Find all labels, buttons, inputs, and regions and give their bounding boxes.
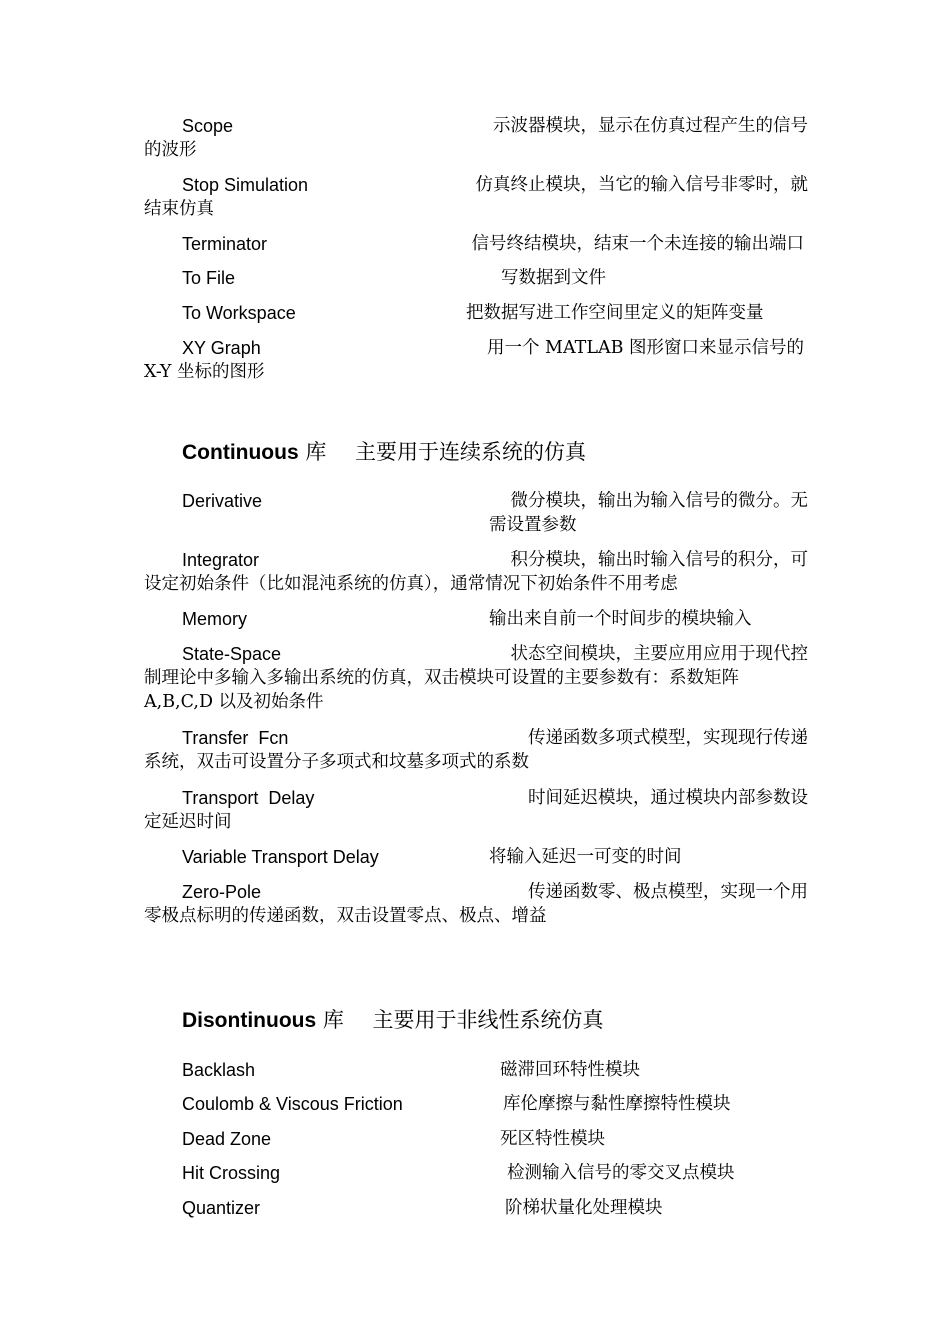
block-name: State-Space <box>182 644 282 664</box>
block-description: 磁滞回环特性模块 <box>500 1060 640 1080</box>
entry-stop-simulation <box>144 173 808 221</box>
entry-coulomb-viscous-friction <box>144 1092 808 1116</box>
block-description: 输出来自前一个时间步的模块输入 <box>489 609 752 629</box>
entry-quantizer <box>144 1196 808 1220</box>
entry-to-file <box>144 266 808 290</box>
entry-hit-crossing <box>144 1161 808 1185</box>
block-description: 时间延迟模块，通过模块内部参数设 <box>528 788 808 808</box>
entry-backlash <box>144 1058 808 1082</box>
block-description: 用一个 MATLAB 图形窗口来显示信号的 <box>486 338 804 358</box>
block-name: Hit Crossing <box>182 1163 281 1183</box>
block-description-continued: X-Y 坐标的图形 <box>144 362 265 382</box>
block-name: Zero-Pole <box>182 882 262 902</box>
library-name: Continuous <box>182 441 299 464</box>
block-description: 传递函数多项式模型，实现现行传递 <box>528 728 808 748</box>
block-description-continued: 系统，双击可设置分子多项式和坟墓多项式的系数 <box>144 752 529 772</box>
block-name: Transfer Fcn <box>182 728 289 748</box>
block-name: Derivative <box>182 491 263 511</box>
block-name: Terminator <box>182 234 268 254</box>
block-description: 库伦摩擦与黏性摩擦特性模块 <box>503 1094 731 1114</box>
block-description: 死区特性模块 <box>500 1129 605 1149</box>
block-description-continued: 零极点标明的传递函数，双击设置零点、极点、增益 <box>144 906 547 926</box>
library-description: 主要用于连续系统的仿真 <box>355 440 587 464</box>
library-description: 主要用于非线性系统仿真 <box>372 1008 604 1032</box>
block-name: Integrator <box>182 550 260 570</box>
library-suffix: 库 <box>305 440 327 464</box>
entry-transport-delay <box>144 786 808 834</box>
block-description-continued: 定延迟时间 <box>144 812 232 832</box>
entry-transfer-fcn <box>144 726 808 774</box>
block-name: To Workspace <box>182 303 296 323</box>
block-name: Variable Transport Delay <box>182 847 379 867</box>
block-description: 阶梯状量化处理模块 <box>505 1198 663 1218</box>
block-name: Coulomb & Viscous Friction <box>182 1094 403 1114</box>
block-description: 将输入延迟一可变的时间 <box>489 847 682 867</box>
block-name: Transport Delay <box>182 788 315 808</box>
block-description: 微分模块，输出为输入信号的微分。无 <box>510 491 808 511</box>
block-description: 写数据到文件 <box>501 268 606 288</box>
entry-terminator <box>144 232 808 256</box>
section-heading-discontinuous <box>182 1006 604 1035</box>
block-name: Dead Zone <box>182 1129 272 1149</box>
block-name: Scope <box>182 116 234 136</box>
entry-xy-graph <box>144 336 808 384</box>
block-description-continued: 结束仿真 <box>144 199 214 219</box>
block-description-continued: 需设置参数 <box>489 515 577 535</box>
block-name: XY Graph <box>182 338 261 358</box>
block-description: 积分模块，输出时输入信号的积分，可 <box>510 550 808 570</box>
entry-variable-transport-delay <box>144 845 808 869</box>
section-heading-continuous <box>182 438 586 467</box>
block-description: 仿真终止模块，当它的输入信号非零时，就 <box>475 175 808 195</box>
library-suffix: 库 <box>322 1008 344 1032</box>
block-name: Backlash <box>182 1060 256 1080</box>
block-description-continued: 的波形 <box>144 140 197 160</box>
block-name: To File <box>182 268 236 288</box>
block-name: Memory <box>182 609 248 629</box>
block-description: 状态空间模块，主要应用应用于现代控 <box>510 644 808 664</box>
block-description-continued: 设定初始条件（比如混沌系统的仿真），通常情况下初始条件不用考虑 <box>144 574 678 594</box>
entry-scope <box>144 114 808 162</box>
entry-zero-pole <box>144 880 808 928</box>
block-name: Quantizer <box>182 1198 261 1218</box>
block-description: 示波器模块，显示在仿真过程产生的信号 <box>493 116 808 136</box>
entry-integrator <box>144 548 808 596</box>
block-description-continued: A,B,C,D 以及初始条件 <box>144 692 324 712</box>
block-name: Stop Simulation <box>182 175 309 195</box>
entry-to-workspace <box>144 301 808 325</box>
entry-state-space <box>144 642 808 714</box>
entry-dead-zone <box>144 1127 808 1151</box>
entry-memory <box>144 607 808 631</box>
block-description: 把数据写进工作空间里定义的矩阵变量 <box>466 303 764 323</box>
block-description-continued: 制理论中多输入多输出系统的仿真，双击模块可设置的主要参数有：系数矩阵 <box>144 668 739 688</box>
block-description: 检测输入信号的零交叉点模块 <box>507 1163 735 1183</box>
library-name: Disontinuous <box>182 1009 317 1032</box>
block-description: 传递函数零、极点模型，实现一个用 <box>528 882 808 902</box>
block-description: 信号终结模块，结束一个未连接的输出端口 <box>471 234 804 254</box>
entry-derivative <box>144 489 808 537</box>
